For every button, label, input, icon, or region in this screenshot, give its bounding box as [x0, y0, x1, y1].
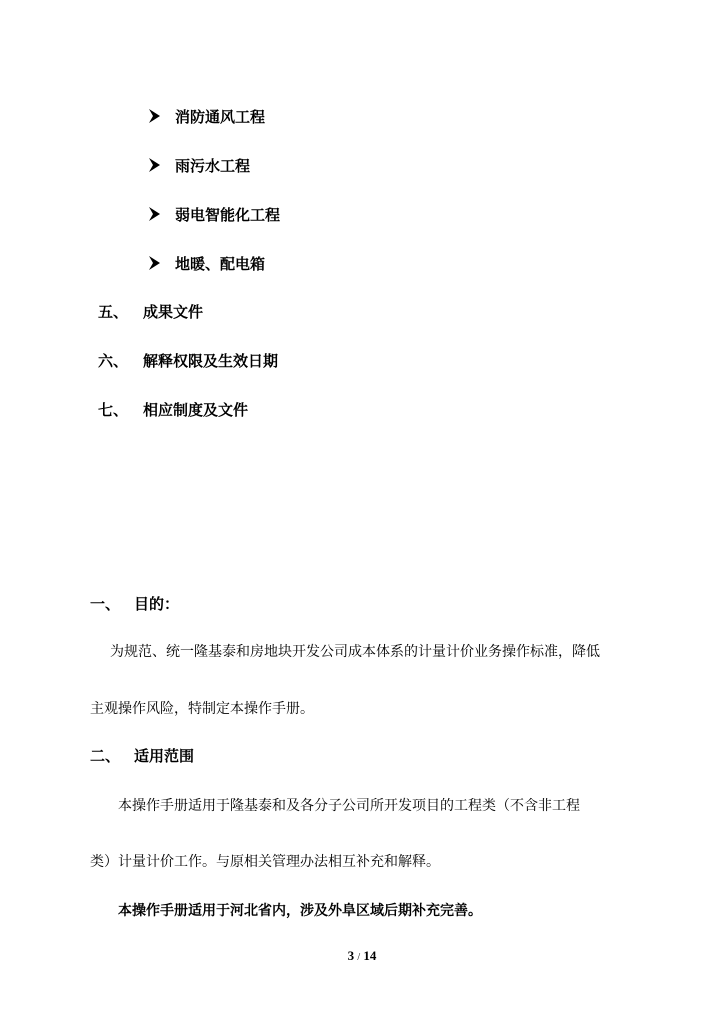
- arrow-bullet-icon: [147, 206, 161, 222]
- bullet-text: 雨污水工程: [175, 156, 251, 175]
- toc-number: 七、: [98, 400, 129, 419]
- page-current: 3: [347, 948, 355, 963]
- toc-text: 成果文件: [143, 302, 204, 321]
- section-number: 一、: [90, 594, 121, 613]
- bullet-item: [147, 104, 265, 128]
- toc-number: 六、: [98, 351, 129, 370]
- bullet-text: 消防通风工程: [175, 107, 266, 126]
- page-number: [0, 948, 724, 964]
- bullet-item: [147, 202, 280, 226]
- arrow-bullet-icon: [147, 108, 161, 124]
- arrow-bullet-icon: [147, 255, 161, 271]
- section-number: 二、: [90, 746, 121, 765]
- section-title: 适用范围: [134, 746, 195, 765]
- bullet-item: [147, 153, 250, 177]
- page-separator: /: [357, 952, 361, 963]
- bullet-item: [147, 251, 265, 275]
- toc-text: 解释权限及生效日期: [143, 351, 279, 370]
- bullet-text: 弱电智能化工程: [175, 205, 281, 224]
- paragraph-line: 为规范、统一隆基泰和房地块开发公司成本体系的计量计价业务操作标准，降低: [110, 644, 600, 660]
- section-heading: [90, 743, 194, 767]
- page-total: 14: [363, 948, 377, 963]
- paragraph-line-bold: 本操作手册适用于河北省内，涉及外阜区域后期补充完善。: [118, 903, 482, 919]
- section-heading: [90, 591, 179, 615]
- toc-item: [98, 299, 203, 323]
- paragraph-line: 类）计量计价工作。与原相关管理办法相互补充和解释。: [90, 854, 440, 870]
- arrow-bullet-icon: [147, 157, 161, 173]
- toc-number: 五、: [98, 302, 129, 321]
- paragraph-line: 主观操作风险，特制定本操作手册。: [90, 701, 314, 717]
- bullet-text: 地暖、配电箱: [175, 254, 266, 273]
- paragraph-line: 本操作手册适用于隆基泰和及各分子公司所开发项目的工程类（不含非工程: [118, 798, 580, 814]
- toc-item: [98, 348, 278, 372]
- toc-text: 相应制度及文件: [143, 400, 249, 419]
- toc-item: [98, 397, 248, 421]
- section-title: 目的：: [134, 594, 180, 613]
